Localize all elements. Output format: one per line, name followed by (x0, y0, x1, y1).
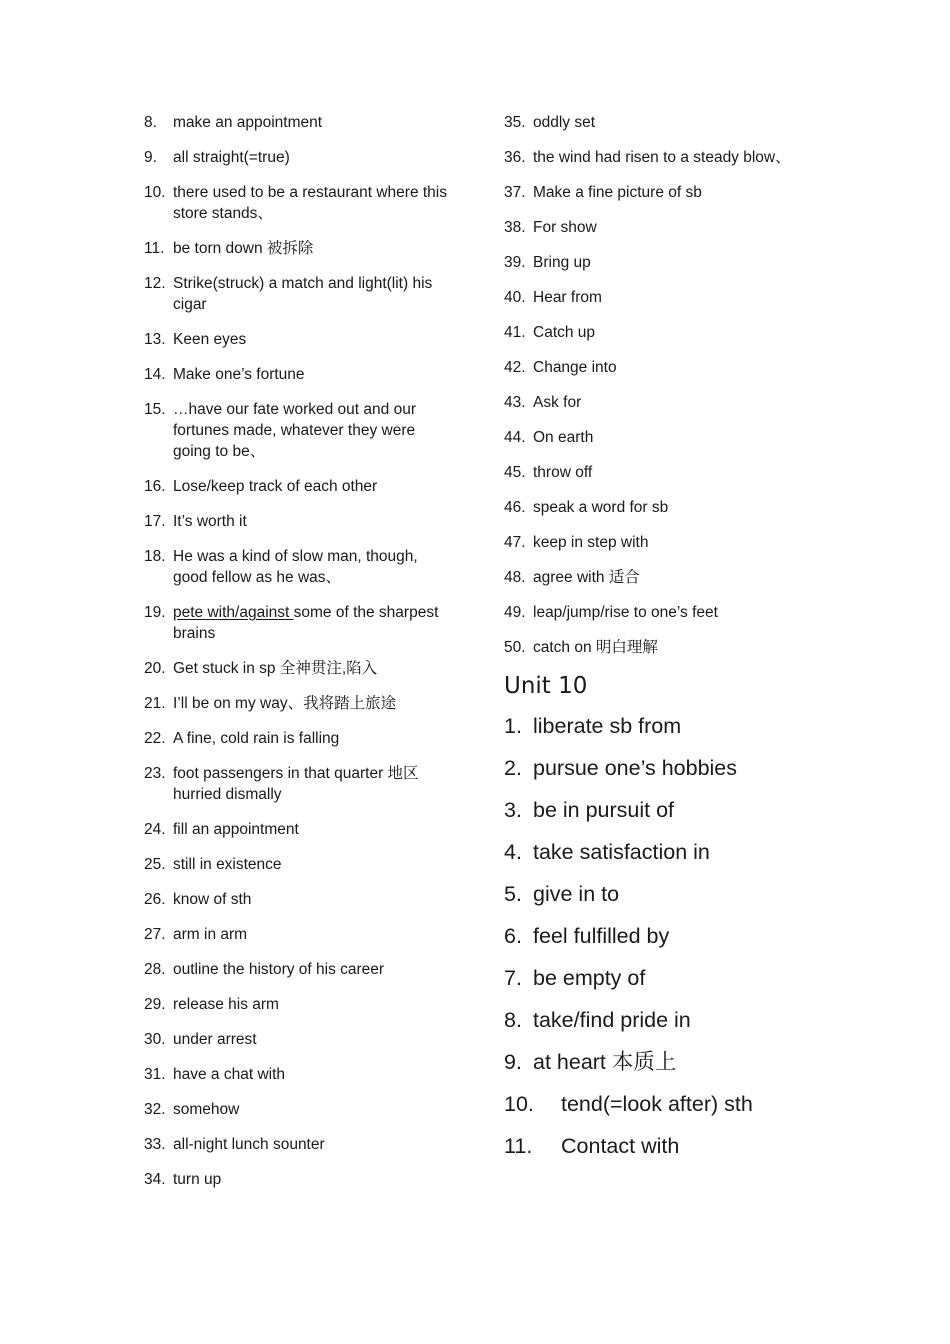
left-column (144, 112, 454, 1204)
item-number: 2. (504, 756, 522, 780)
item-number: 27. (144, 926, 166, 943)
item-number: 9. (504, 1050, 522, 1074)
item-text: oddly set (533, 114, 596, 131)
item-text: at heart 本质上 (533, 1050, 677, 1074)
item-number: 41. (504, 324, 526, 341)
item-number: 38. (504, 219, 526, 236)
item-number: 11. (504, 1134, 533, 1158)
item-text-underlined: pete with/against (173, 604, 294, 621)
item-number: 45. (504, 464, 526, 481)
list-item (144, 819, 454, 840)
right-column (504, 112, 804, 1174)
list-item (504, 112, 804, 133)
list-item (504, 287, 804, 308)
item-text: liberate sb from (533, 714, 682, 738)
item-number: 43. (504, 394, 526, 411)
item-number: 32. (144, 1101, 166, 1118)
list-item (504, 322, 804, 343)
list-item (144, 1064, 454, 1085)
list-item (504, 357, 804, 378)
item-text: leap/jump/rise to one’s feet (533, 604, 718, 621)
list-item (504, 1048, 804, 1076)
item-text: make an appointment (173, 114, 323, 131)
item-text: pursue one’s hobbies (533, 756, 738, 780)
item-text: under arrest (173, 1031, 257, 1048)
item-number: 24. (144, 821, 166, 838)
item-number: 49. (504, 604, 526, 621)
list-item (504, 182, 804, 203)
item-number: 30. (144, 1031, 166, 1048)
item-text: Ask for (533, 394, 582, 411)
list-item (504, 427, 804, 448)
item-number: 29. (144, 996, 166, 1013)
item-text: the wind had risen to a steady blow、 (533, 149, 791, 166)
item-text: …have our fate worked out and our fortunes made, whatever they were going to be、 (173, 401, 416, 460)
list-item (504, 392, 804, 413)
item-number: 8. (504, 1008, 522, 1032)
item-number: 18. (144, 548, 166, 565)
list-item (504, 497, 804, 518)
list-item (144, 728, 454, 749)
list-item (144, 546, 454, 588)
item-text: be in pursuit of (533, 798, 675, 822)
item-number: 8. (144, 114, 157, 131)
list-item (504, 712, 804, 740)
list-item (504, 252, 804, 273)
list-item (504, 217, 804, 238)
unit-item-list (504, 712, 804, 1160)
item-text: throw off (533, 464, 593, 481)
item-text-rest: some of the sharpest brains (173, 604, 439, 642)
item-text: On earth (533, 429, 594, 446)
list-item (504, 602, 804, 623)
unit-heading: Unit 10 (504, 673, 588, 699)
list-item (144, 399, 454, 462)
item-number: 31. (144, 1066, 166, 1083)
item-text: feel fulfilled by (533, 924, 670, 948)
item-number: 42. (504, 359, 526, 376)
item-number: 3. (504, 798, 522, 822)
item-text: Lose/keep track of each other (173, 478, 378, 495)
item-text: speak a word for sb (533, 499, 669, 516)
item-number: 14. (144, 366, 166, 383)
item-number: 15. (144, 401, 166, 418)
item-text: give in to (533, 882, 620, 906)
item-number: 17. (144, 513, 166, 530)
item-text: A fine, cold rain is falling (173, 730, 340, 747)
item-text: be empty of (533, 966, 646, 990)
list-item (144, 693, 454, 714)
item-text: release his arm (173, 996, 279, 1013)
item-text: I’ll be on my way、我将踏上旅途 (173, 695, 397, 712)
list-item (144, 1029, 454, 1050)
item-number: 20. (144, 660, 166, 677)
list-item (144, 658, 454, 679)
item-text: all-night lunch sounter (173, 1136, 325, 1153)
item-number: 46. (504, 499, 526, 516)
item-text: somehow (173, 1101, 240, 1118)
item-text: take/find pride in (533, 1008, 691, 1032)
item-text (173, 602, 454, 644)
list-item (144, 994, 454, 1015)
item-text: all straight(=true) (173, 149, 290, 166)
list-item (144, 1169, 454, 1190)
item-text: Strike(struck) a match and light(lit) his cigar (173, 275, 433, 313)
item-text: Bring up (533, 254, 591, 271)
item-number: 10. (144, 184, 166, 201)
list-item (144, 147, 454, 168)
item-number: 7. (504, 966, 522, 990)
item-number: 33. (144, 1136, 166, 1153)
item-text: fill an appointment (173, 821, 299, 838)
item-text: Change into (533, 359, 617, 376)
item-number: 6. (504, 924, 522, 948)
item-text: Contact with (561, 1134, 680, 1158)
item-number: 47. (504, 534, 526, 551)
list-item (144, 364, 454, 385)
item-text: still in existence (173, 856, 282, 873)
list-item (144, 602, 454, 644)
item-text: have a chat with (173, 1066, 286, 1083)
item-number: 36. (504, 149, 526, 166)
list-item (144, 924, 454, 945)
item-text: tend(=look after) sth (561, 1092, 753, 1116)
item-text: outline the history of his career (173, 961, 385, 978)
list-item (144, 329, 454, 350)
item-number: 35. (504, 114, 526, 131)
item-text: turn up (173, 1171, 222, 1188)
item-number: 28. (144, 961, 166, 978)
item-text: For show (533, 219, 597, 236)
list-item (144, 238, 454, 259)
list-item (504, 796, 804, 824)
item-text: Catch up (533, 324, 596, 341)
item-number: 34. (144, 1171, 166, 1188)
list-item (504, 922, 804, 950)
item-number: 11. (144, 240, 165, 257)
list-item (504, 1090, 804, 1118)
item-number: 19. (144, 604, 166, 621)
item-text: catch on 明白理解 (533, 639, 658, 656)
item-number: 48. (504, 569, 526, 586)
item-number: 1. (504, 714, 522, 738)
list-item (504, 532, 804, 553)
item-number: 13. (144, 331, 166, 348)
item-text: be torn down 被拆除 (173, 240, 314, 257)
item-text: Make a fine picture of sb (533, 184, 702, 201)
item-number: 4. (504, 840, 522, 864)
item-number: 5. (504, 882, 522, 906)
item-text: Keen eyes (173, 331, 247, 348)
list-item (504, 754, 804, 782)
list-item (144, 1134, 454, 1155)
right-item-list (504, 112, 804, 658)
list-item (504, 964, 804, 992)
list-item (504, 147, 804, 168)
item-number: 10. (504, 1092, 534, 1116)
item-number: 40. (504, 289, 526, 306)
item-text: Hear from (533, 289, 602, 306)
list-item (504, 838, 804, 866)
list-item (144, 476, 454, 497)
item-number: 21. (144, 695, 166, 712)
item-number: 44. (504, 429, 526, 446)
list-item (504, 462, 804, 483)
list-item (144, 1099, 454, 1120)
list-item (144, 854, 454, 875)
item-number: 23. (144, 765, 166, 782)
list-item (144, 763, 454, 805)
list-item (144, 182, 454, 224)
list-item (144, 511, 454, 532)
item-text: He was a kind of slow man, though, good fellow as he was、 (173, 548, 418, 586)
list-item (144, 273, 454, 315)
item-text: keep in step with (533, 534, 649, 551)
item-text: It’s worth it (173, 513, 247, 530)
list-item (144, 112, 454, 133)
item-number: 12. (144, 275, 166, 292)
item-text: arm in arm (173, 926, 248, 943)
item-number: 39. (504, 254, 526, 271)
list-item (504, 1006, 804, 1034)
item-number: 37. (504, 184, 526, 201)
item-text: foot passengers in that quarter 地区 hurried dismally (173, 765, 419, 803)
item-number: 9. (144, 149, 157, 166)
list-item (504, 880, 804, 908)
list-item (504, 637, 804, 658)
item-text: agree with 适合 (533, 569, 640, 586)
item-number: 16. (144, 478, 166, 495)
item-text: there used to be a restaurant where this store stands、 (173, 184, 447, 222)
item-number: 25. (144, 856, 166, 873)
item-text: take satisfaction in (533, 840, 710, 864)
item-number: 50. (504, 639, 526, 656)
list-item (144, 959, 454, 980)
list-item (504, 1132, 804, 1160)
list-item (504, 567, 804, 588)
item-text: Make one’s fortune (173, 366, 305, 383)
item-number: 22. (144, 730, 166, 747)
item-text: Get stuck in sp 全神贯注,陷入 (173, 660, 378, 677)
item-text: know of sth (173, 891, 252, 908)
list-item (144, 889, 454, 910)
item-number: 26. (144, 891, 166, 908)
